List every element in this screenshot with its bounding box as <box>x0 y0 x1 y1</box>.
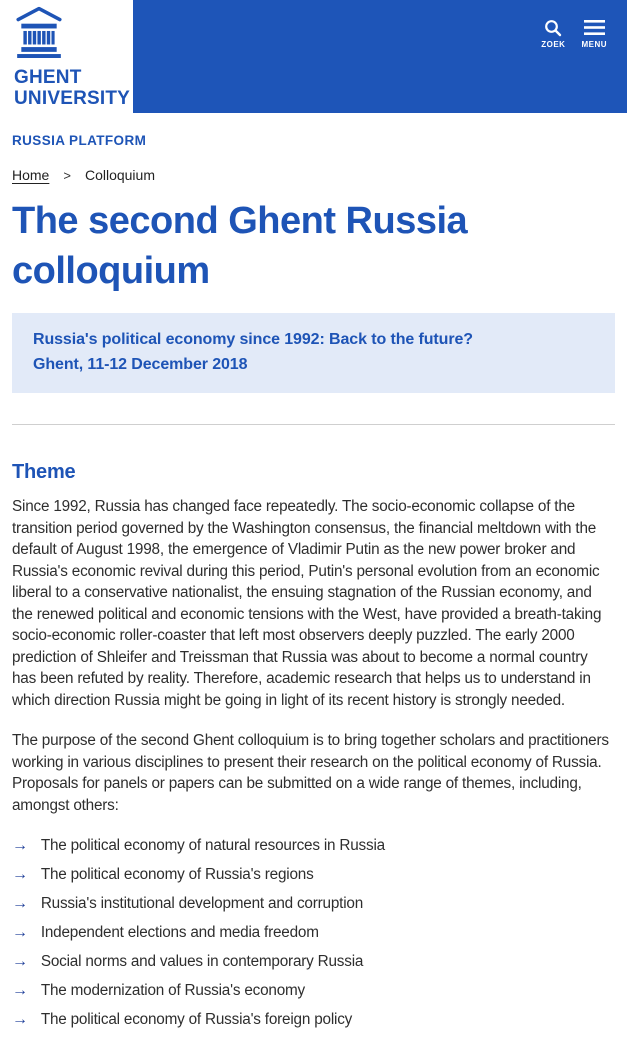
breadcrumb-separator: > <box>63 167 71 183</box>
site-header <box>0 0 627 113</box>
topics-list <box>12 835 615 1030</box>
search-icon <box>544 19 562 37</box>
search-button[interactable] <box>541 19 565 49</box>
divider <box>12 424 615 425</box>
list-item-text: The political economy of natural resources in Russia <box>40 837 385 854</box>
section-heading-theme: Theme <box>12 461 76 483</box>
breadcrumb <box>12 167 615 183</box>
list-item-text: Russia's institutional development and corruption <box>40 895 364 912</box>
search-button-label: ZOEK <box>541 40 566 49</box>
breadcrumb-home-link[interactable]: Home <box>12 167 50 183</box>
list-item-text: The political economy of Russia's regions <box>40 866 314 883</box>
arrow-right-icon: → <box>12 924 28 941</box>
logo-text-line1: GHENT <box>14 67 82 88</box>
menu-button[interactable] <box>581 19 607 49</box>
arrow-right-icon: → <box>12 866 28 883</box>
arrow-right-icon: → <box>12 1011 28 1028</box>
platform-title-link[interactable]: RUSSIA PLATFORM <box>12 133 147 148</box>
arrow-right-icon: → <box>12 895 28 912</box>
event-date-line: Ghent, 11-12 December 2018 <box>33 356 248 373</box>
list-item <box>12 980 615 1001</box>
logo-text-line2: UNIVERSITY <box>14 88 131 109</box>
list-item-text: Independent elections and media freedom <box>40 924 319 941</box>
arrow-right-icon: → <box>12 982 28 999</box>
header-bar <box>133 0 627 113</box>
list-item <box>12 864 615 885</box>
hamburger-menu-icon <box>584 19 605 37</box>
university-building-icon <box>14 6 64 58</box>
page-title: The second Ghent Russia colloquium <box>12 200 468 292</box>
breadcrumb-current: Colloquium <box>84 167 155 183</box>
main-content <box>0 113 627 1048</box>
list-item <box>12 922 615 943</box>
theme-section <box>12 461 615 1030</box>
list-item <box>12 951 615 972</box>
list-item-text: Social norms and values in contemporary Russia <box>40 953 364 970</box>
arrow-right-icon: → <box>12 953 28 970</box>
list-item-text: The political economy of Russia's foreign policy <box>40 1011 353 1028</box>
university-logo[interactable] <box>0 0 133 113</box>
arrow-right-icon: → <box>12 837 28 854</box>
list-item <box>12 893 615 914</box>
theme-paragraph-1: Since 1992, Russia has changed face repeatedly. The socio-economic collapse of the transition period governed by the Washington consensus, the financial meltdown with the default of August 1998, the emergence of Vladimir Putin as the new power broker and Russia's economic revival during this period, Putin's personal evolution from an economic liberal to a conservative nationalist, the ensuing stagnation of the Russian economy, and the renewed political and economic tensions with the West, have provided a breath-taking socio-economic roller-coaster that left most observers deeply puzzled. The early 2000 prediction of Shleifer and Treissman that Russia was about to become a normal country has been refuted by reality. Therefore, academic research that helps us to understand in which direction Russia might be going in light of its recent history is strongly needed. <box>12 498 602 709</box>
list-item <box>12 1009 615 1030</box>
theme-paragraph-2: The purpose of the second Ghent colloquium is to bring together scholars and practitioners working in various disciplines to present their research on the political economy of Russia. Proposals for panels or papers can be submitted on a wide range of themes, including, amongst others: <box>12 732 609 814</box>
list-item <box>12 835 615 856</box>
event-theme-line: Russia's political economy since 1992: Back to the future? <box>33 331 473 348</box>
menu-button-label: MENU <box>581 40 607 49</box>
list-item-text: The modernization of Russia's economy <box>40 982 306 999</box>
event-highlight-box <box>12 313 615 393</box>
